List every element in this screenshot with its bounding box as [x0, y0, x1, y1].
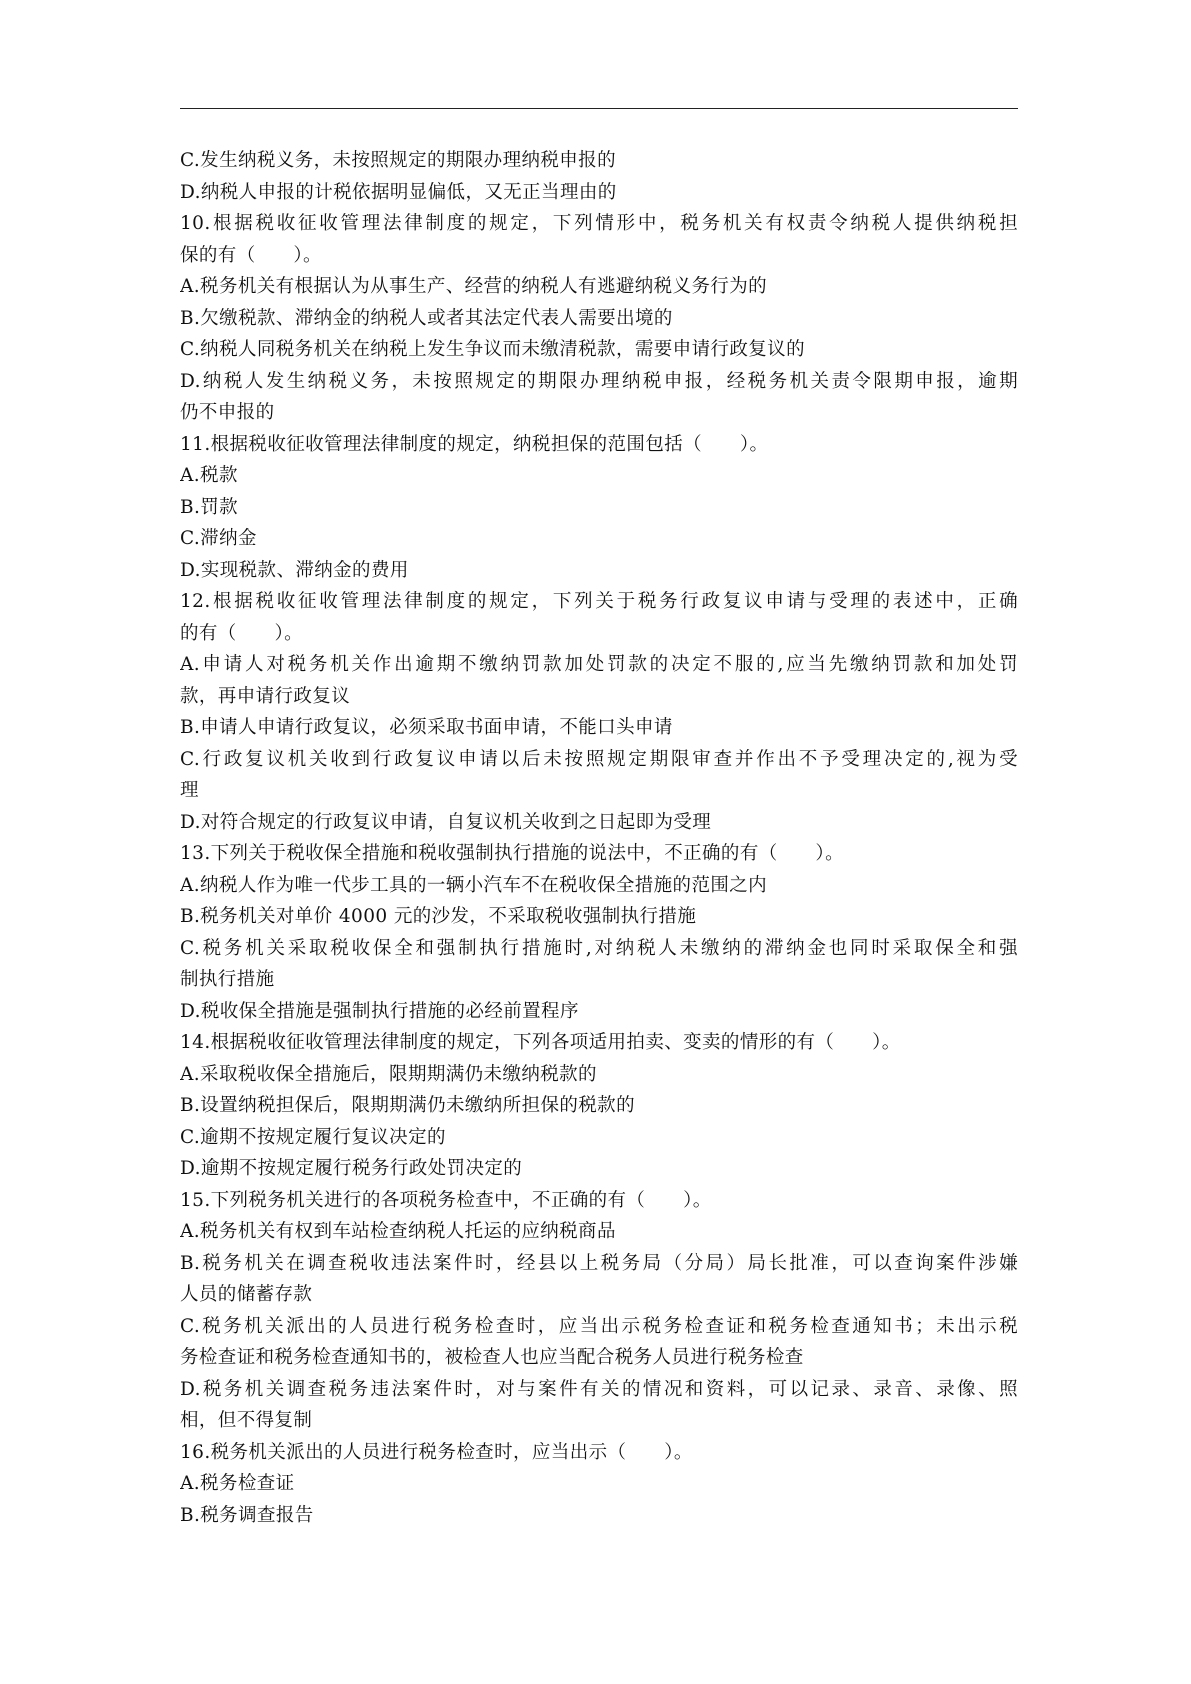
text-line: 15.下列税务机关进行的各项税务检查中，不正确的有（ ）。: [180, 1189, 712, 1211]
text-line: 制执行措施: [180, 969, 275, 990]
text-line: 13.下列关于税收保全措施和税收强制执行措施的说法中，不正确的有（ ）。: [180, 843, 844, 864]
text-line: 款，再申请行政复议: [180, 685, 351, 707]
text-line: 10.根据税收征收管理法律制度的规定，下列情形中，税务机关有权责令纳税人提供纳税担: [180, 213, 1018, 234]
document-body: [180, 145, 1018, 1531]
text-line: B.申请人申请行政复议，必须采取书面申请，不能口头申请: [180, 717, 673, 738]
text-line: 16.税务机关派出的人员进行税务检查时，应当出示（ ）。: [180, 1441, 693, 1463]
text-line: C.税务机关派出的人员进行税务检查时，应当出示税务检查证和税务检查通知书；未出示税: [180, 1315, 1018, 1337]
text-line: 人员的储蓄存款: [180, 1284, 313, 1305]
text-line: C.滞纳金: [180, 528, 257, 549]
text-line: 务检查证和税务检查通知书的，被检查人也应当配合税务人员进行税务检查: [180, 1347, 804, 1368]
text-line: C.发生纳税义务，未按照规定的期限办理纳税申报的: [180, 150, 616, 171]
text-line: C.逾期不按规定履行复议决定的: [180, 1126, 446, 1148]
text-line: D.实现税款、滞纳金的费用: [180, 559, 409, 581]
text-line: A.税务机关有权到车站检查纳税人托运的应纳税商品: [180, 1221, 616, 1242]
text-line: 理: [180, 780, 199, 801]
text-line: 保的有（ ）。: [180, 244, 322, 266]
text-line: C.行政复议机关收到行政复议申请以后未按照规定期限审查并作出不予受理决定的,视为受: [180, 748, 1018, 770]
text-line: A.纳税人作为唯一代步工具的一辆小汽车不在税收保全措施的范围之内: [180, 874, 768, 896]
text-line: D.税务机关调查税务违法案件时，对与案件有关的情况和资料，可以记录、录音、录像、照: [180, 1378, 1018, 1400]
text-line: A.税务机关有根据认为从事生产、经营的纳税人有逃避纳税义务行为的: [180, 276, 768, 297]
text-line: 仍不申报的: [180, 402, 275, 423]
text-line: B.税务调查报告: [180, 1504, 314, 1526]
text-line: B.罚款: [180, 496, 239, 518]
text-line: C.纳税人同税务机关在纳税上发生争议而未缴清税款，需要申请行政复议的: [180, 339, 805, 360]
text-line: D.对符合规定的行政复议申请，自复议机关收到之日起即为受理: [180, 811, 712, 833]
text-line: D.纳税人申报的计税依据明显偏低，又无正当理由的: [180, 181, 617, 203]
text-line: 11.根据税收征收管理法律制度的规定，纳税担保的范围包括（ ）。: [180, 433, 769, 455]
text-line: A.采取税收保全措施后，限期期满仍未缴纳税款的: [180, 1063, 597, 1085]
text-line: 14.根据税收征收管理法律制度的规定，下列各项适用拍卖、变卖的情形的有（ ）。: [180, 1032, 901, 1053]
text-line: D.税收保全措施是强制执行措施的必经前置程序: [180, 1000, 579, 1022]
text-line: 12.根据税收征收管理法律制度的规定，下列关于税务行政复议申请与受理的表述中，正确: [180, 591, 1018, 612]
header-rule: [180, 108, 1018, 109]
text-line: D.纳税人发生纳税义务，未按照规定的期限办理纳税申报，经税务机关责令限期申报，逾期: [180, 370, 1018, 392]
text-line: B.设置纳税担保后，限期期满仍未缴纳所担保的税款的: [180, 1095, 635, 1116]
text-line: C.税务机关采取税收保全和强制执行措施时,对纳税人未缴纳的滞纳金也同时采取保全和强: [180, 937, 1018, 959]
text-line: D.逾期不按规定履行税务行政处罚决定的: [180, 1158, 523, 1179]
text-line: 的有（ ）。: [180, 622, 304, 644]
text-line: A.税款: [180, 465, 238, 486]
text-line: A.申请人对税务机关作出逾期不缴纳罚款加处罚款的决定不服的,应当先缴纳罚款和加处罚: [180, 654, 1018, 675]
text-line: B.税务机关对单价 4000 元的沙发，不采取税收强制执行措施: [180, 906, 697, 927]
text-line: B.欠缴税款、滞纳金的纳税人或者其法定代表人需要出境的: [180, 307, 673, 329]
text-line: B.税务机关在调查税收违法案件时，经县以上税务局（分局）局长批准，可以查询案件涉嫌: [180, 1252, 1018, 1274]
text-line: 相，但不得复制: [180, 1410, 313, 1431]
text-line: A.税务检查证: [180, 1473, 295, 1494]
